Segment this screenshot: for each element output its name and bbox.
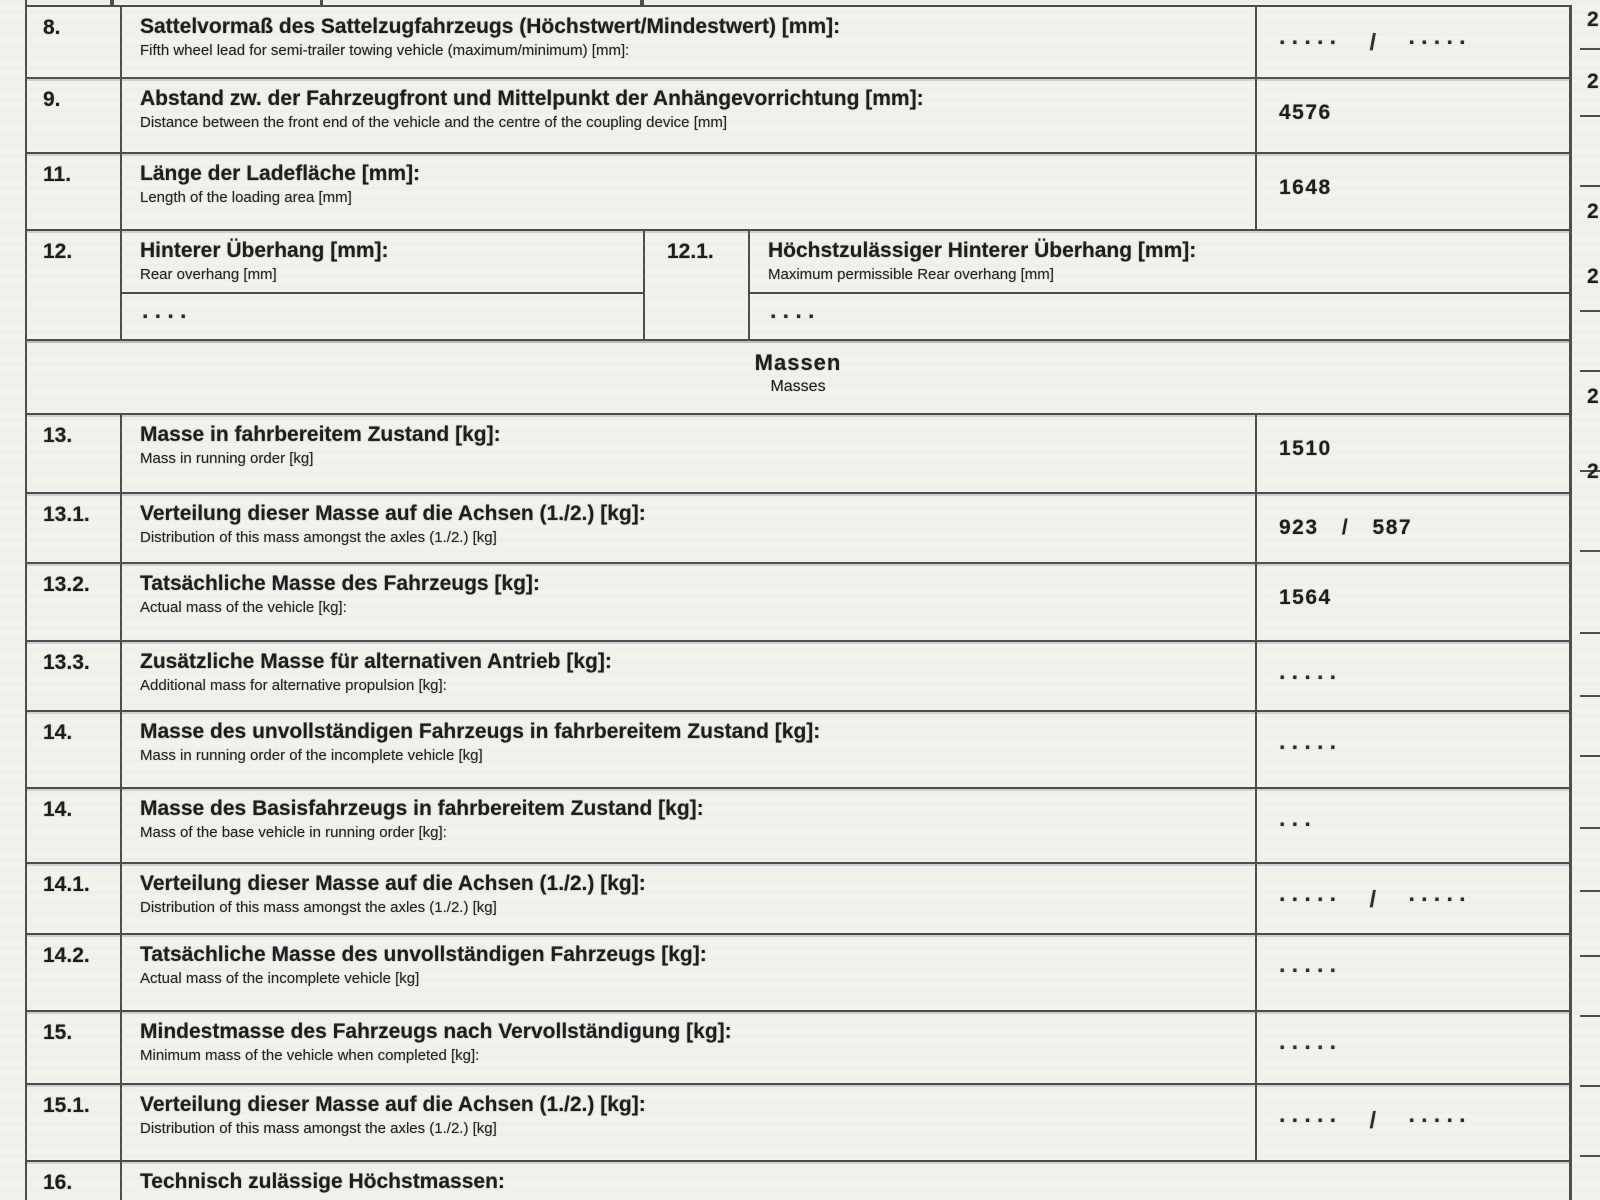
row-value: 1510 xyxy=(1255,415,1569,492)
label-english: Mass in running order of the incomplete vehicle [kg] xyxy=(140,746,483,764)
label-english: Length of the loading area [mm] xyxy=(140,188,352,206)
label-german: Technisch zulässige Höchstmassen: xyxy=(140,1170,505,1193)
margin-line xyxy=(1580,48,1600,50)
margin-line xyxy=(1580,695,1600,697)
row-value: 1648 xyxy=(1255,154,1569,229)
row-label xyxy=(122,789,1255,862)
row-number: 13.3. xyxy=(27,642,122,710)
table-row-14-2 xyxy=(27,935,1569,1012)
right-margin-clipped-column xyxy=(1580,0,1600,1200)
row-number: 13.1. xyxy=(27,494,122,562)
row-12-1-zone xyxy=(750,231,1569,339)
label-german: Masse in fahrbereitem Zustand [kg]: xyxy=(140,423,501,446)
row-label xyxy=(122,7,1255,77)
table-row-15 xyxy=(27,1012,1569,1085)
row-number: 12. xyxy=(27,231,122,339)
label-english: Distribution of this mass amongst the axles (1./2.) [kg] xyxy=(140,1119,497,1137)
row-value: 1564 xyxy=(1255,564,1569,640)
row-value: ···· xyxy=(770,303,821,329)
row-12-left-zone xyxy=(122,231,645,339)
label-german: Verteilung dieser Masse auf die Achsen (1./2.) [kg]: xyxy=(140,1093,646,1116)
label-english: Actual mass of the incomplete vehicle [kg] xyxy=(140,969,420,987)
row-label xyxy=(122,864,1255,933)
table-row-14-1 xyxy=(27,864,1569,935)
label-english: Minimum mass of the vehicle when completed [kg]: xyxy=(140,1046,480,1064)
margin-line xyxy=(1580,185,1600,187)
label-german: Höchstzulässiger Hinterer Überhang [mm]: xyxy=(768,239,1197,262)
label-english: Rear overhang [mm] xyxy=(140,265,277,283)
table-row-11 xyxy=(27,154,1569,231)
row-label xyxy=(122,231,643,294)
label-german: Tatsächliche Masse des unvollständigen Fahrzeugs [kg]: xyxy=(140,943,707,966)
row-number: 14. xyxy=(27,789,122,862)
clipped-digit: 2 xyxy=(1587,265,1599,288)
row-number: 14.2. xyxy=(27,935,122,1010)
row-label xyxy=(750,231,1569,294)
label-german: Sattelvormaß des Sattelzugfahrzeugs (Höchstwert/Mindestwert) [mm]: xyxy=(140,15,841,38)
table-row-8 xyxy=(27,7,1569,79)
margin-line xyxy=(1580,550,1600,552)
row-number: 15. xyxy=(27,1012,122,1083)
row-value: ··· xyxy=(1255,789,1569,862)
label-english: Actual mass of the vehicle [kg]: xyxy=(140,598,347,616)
row-label xyxy=(122,564,1255,640)
clipped-digit: 2 xyxy=(1587,8,1599,31)
table-row-12 xyxy=(27,231,1569,341)
label-english: Additional mass for alternative propulsion [kg]: xyxy=(140,676,447,694)
row-label xyxy=(122,935,1255,1010)
label-german: Masse des Basisfahrzeugs in fahrbereitem Zustand [kg]: xyxy=(140,797,704,820)
row-number: 8. xyxy=(27,7,122,77)
margin-line xyxy=(1580,310,1600,312)
row-value: ···· xyxy=(142,303,193,329)
row-label xyxy=(122,642,1255,710)
label-german: Abstand zw. der Fahrzeugfront und Mittelpunkt der Anhängevorrichtung [mm]: xyxy=(140,87,924,110)
clipped-digit: 2 xyxy=(1587,460,1599,483)
section-title: Massen xyxy=(754,350,842,375)
row-number: 16. xyxy=(27,1162,122,1200)
margin-line xyxy=(1580,755,1600,757)
row-label xyxy=(122,712,1255,787)
row-label xyxy=(122,1012,1255,1083)
section-header-massen xyxy=(27,341,1569,415)
table-row-13-1 xyxy=(27,494,1569,564)
label-english: Mass of the base vehicle in running order [kg]: xyxy=(140,823,447,841)
table-row-13-2 xyxy=(27,564,1569,642)
table-row-13 xyxy=(27,415,1569,494)
row-number: 14.1. xyxy=(27,864,122,933)
row-value: ····· / ····· xyxy=(1255,7,1569,77)
label-german: Verteilung dieser Masse auf die Achsen (1./2.) [kg]: xyxy=(140,502,646,525)
label-german: Länge der Ladefläche [mm]: xyxy=(140,162,421,185)
row-value: ····· xyxy=(1255,935,1569,1010)
row-label xyxy=(122,154,1255,229)
margin-line xyxy=(1580,115,1600,117)
row-number-12-1: 12.1. xyxy=(645,231,750,339)
row-value: ····· xyxy=(1255,1012,1569,1083)
section-subtitle: Masses xyxy=(770,378,826,395)
table-row-13-3 xyxy=(27,642,1569,712)
label-english: Distribution of this mass amongst the axles (1./2.) [kg] xyxy=(140,898,497,916)
row-label xyxy=(122,1085,1255,1160)
margin-line xyxy=(1580,1155,1600,1157)
label-german: Tatsächliche Masse des Fahrzeugs [kg]: xyxy=(140,572,540,595)
margin-line xyxy=(1580,1085,1600,1087)
row-value: ····· xyxy=(1255,642,1569,710)
table-row-16 xyxy=(27,1162,1569,1200)
row-label xyxy=(122,415,1255,492)
row-label xyxy=(122,79,1255,152)
label-german: Zusätzliche Masse für alternativen Antrieb [kg]: xyxy=(140,650,612,673)
margin-line xyxy=(1580,1015,1600,1017)
margin-line xyxy=(1580,370,1600,372)
table-row-15-1 xyxy=(27,1085,1569,1162)
row-label xyxy=(122,1162,1569,1200)
row-value: 923 / 587 xyxy=(1255,494,1569,562)
label-english: Mass in running order [kg] xyxy=(140,449,314,467)
label-english: Maximum permissible Rear overhang [mm] xyxy=(768,265,1054,283)
label-english: Distance between the front end of the vehicle and the centre of the coupling device [mm] xyxy=(140,113,728,131)
table-row-14b xyxy=(27,789,1569,864)
row-number: 15.1. xyxy=(27,1085,122,1160)
label-english: Fifth wheel lead for semi-trailer towing vehicle (maximum/minimum) [mm]: xyxy=(140,41,630,59)
row-value: 4576 xyxy=(1255,79,1569,152)
label-german: Hinterer Überhang [mm]: xyxy=(140,239,389,262)
table-row-9 xyxy=(27,79,1569,154)
row-number: 9. xyxy=(27,79,122,152)
clipped-digit: 2 xyxy=(1587,385,1599,408)
row-number: 13.2. xyxy=(27,564,122,640)
margin-line xyxy=(1580,890,1600,892)
margin-line xyxy=(1580,827,1600,829)
label-german: Masse des unvollständigen Fahrzeugs in fahrbereitem Zustand [kg]: xyxy=(140,720,821,743)
row-number: 13. xyxy=(27,415,122,492)
label-german: Mindestmasse des Fahrzeugs nach Vervollständigung [kg]: xyxy=(140,1020,732,1043)
clipped-digit: 2 xyxy=(1587,200,1599,223)
clipped-digit: 2 xyxy=(1587,70,1599,93)
row-number: 11. xyxy=(27,154,122,229)
row-value: ····· xyxy=(1255,712,1569,787)
row-label xyxy=(122,494,1255,562)
margin-line xyxy=(1580,955,1600,957)
label-english: Distribution of this mass amongst the axles (1./2.) [kg] xyxy=(140,528,497,546)
margin-line xyxy=(1580,632,1600,634)
table-row-14 xyxy=(27,712,1569,789)
row-number: 14. xyxy=(27,712,122,787)
label-german: Verteilung dieser Masse auf die Achsen (1./2.) [kg]: xyxy=(140,872,646,895)
row-value: ····· / ····· xyxy=(1255,864,1569,933)
vehicle-data-table xyxy=(25,5,1572,1200)
row-value: ····· / ····· xyxy=(1255,1085,1569,1160)
